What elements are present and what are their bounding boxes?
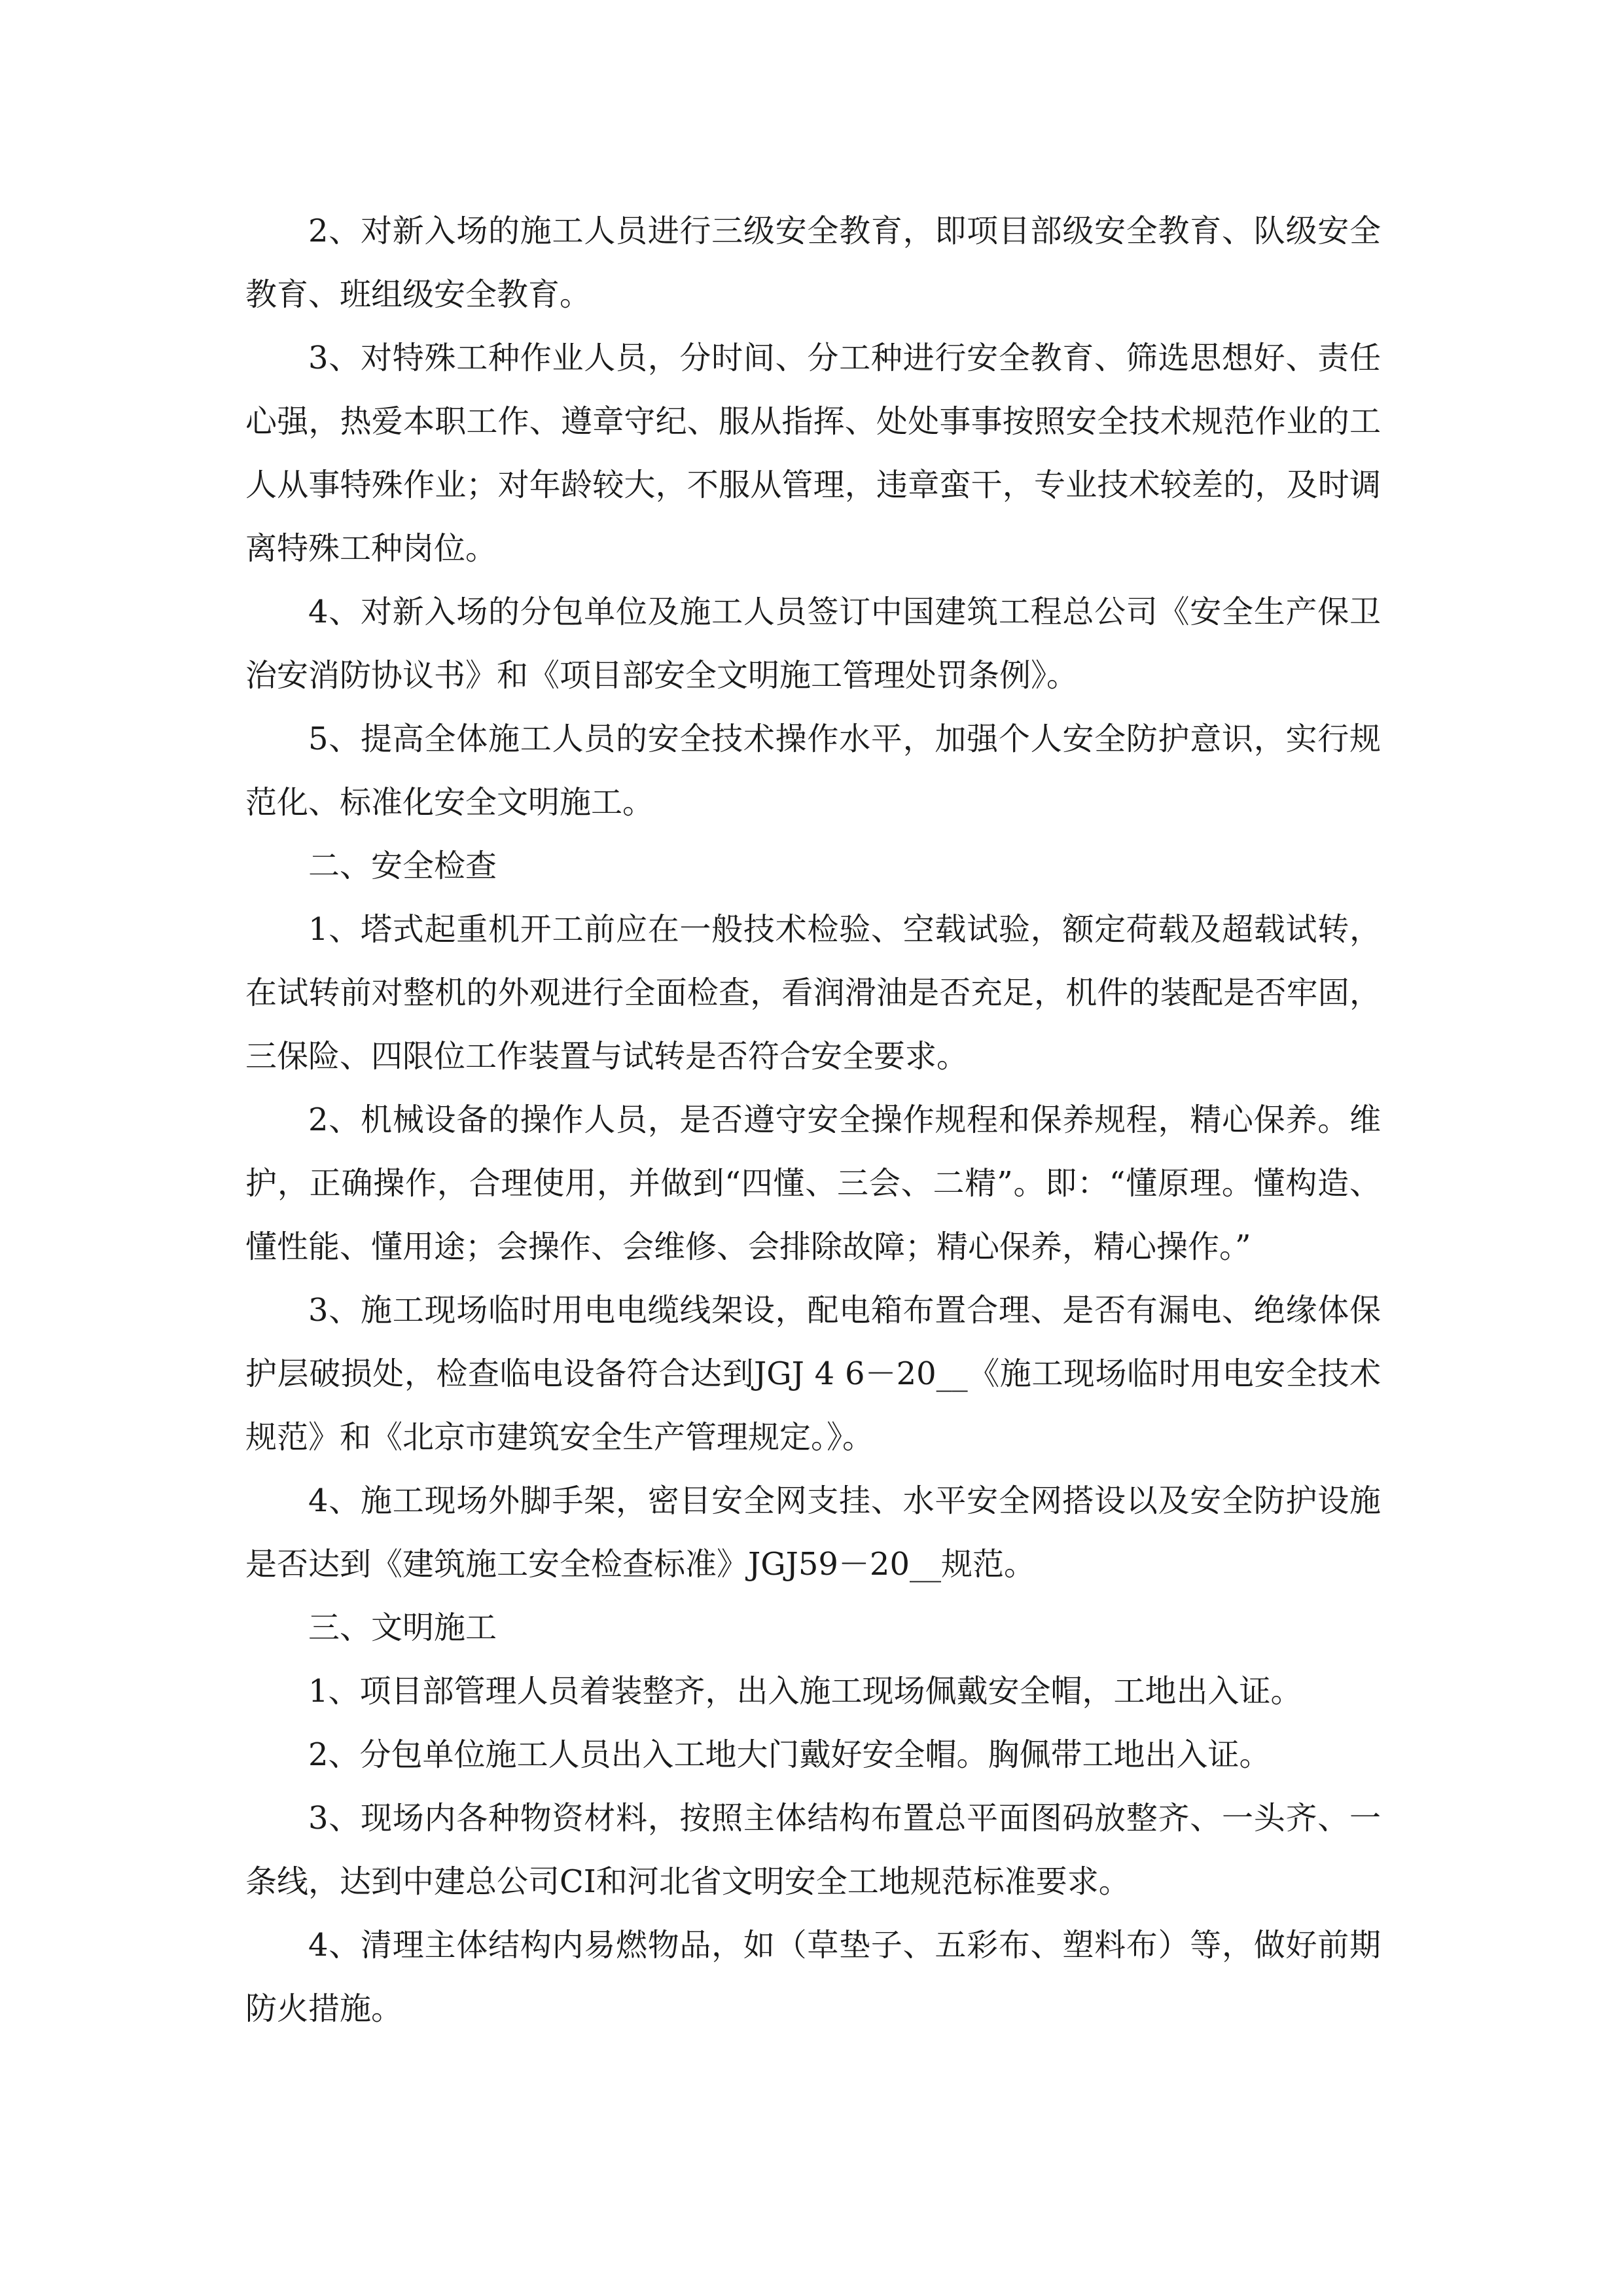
paragraph-material-stacking: 3、现场内各种物资材料，按照主体结构布置总平面图码放整齐、一头齐、一条线，达到中建总公司CI和河北省文明安全工地规范标准要求。 [245, 1800, 1381, 1900]
paragraph-special-trades: 3、对特殊工种作业人员，分时间、分工种进行安全教育、筛选思想好、责任心强，热爱本职工作、遵章守纪、服从指挥、处处事事按照安全技术规范作业的工人从事特殊作业；对年龄较大，不服从管理，违章蛮干，专业技术较差的，及时调离特殊工种岗位。 [245, 340, 1381, 567]
section-heading-civilized-construction: 三、文明施工 [308, 1609, 497, 1646]
paragraph-safety-education-levels: 2、对新入场的施工人员进行三级安全教育，即项目部级安全教育、队级安全教育、班组级安全教育。 [245, 213, 1381, 313]
paragraph-fire-prevention: 4、清理主体结构内易燃物品，如（草垫子、五彩布、塑料布）等，做好前期防火措施。 [245, 1927, 1381, 2027]
section-heading-safety-inspection: 二、安全检查 [308, 848, 497, 884]
paragraph-management-attire: 1、项目部管理人员着装整齐，出入施工现场佩戴安全帽，工地出入证。 [308, 1673, 1302, 1710]
paragraph-operation-level: 5、提高全体施工人员的安全技术操作水平，加强个人安全防护意识，实行规范化、标准化安全文明施工。 [245, 721, 1381, 821]
paragraph-temporary-electricity: 3、施工现场临时用电电缆线架设，配电箱布置合理、是否有漏电、绝缘体保护层破损处，检查临电设备符合达到JGJ 4 6－20__《施工现场临时用电安全技术规范》和《北京市建筑安全生产管理规定。》。 [245, 1292, 1381, 1456]
paragraph-scaffolding: 4、施工现场外脚手架，密目安全网支挂、水平安全网搭设以及安全防护设施是否达到《建筑施工安全检查标准》JGJ59－20__规范。 [245, 1482, 1381, 1583]
document-page [245, 200, 1381, 2041]
paragraph-tower-crane: 1、塔式起重机开工前应在一般技术检验、空载试验，额定荷载及超载试转，在试转前对整机的外观进行全面检查，看润滑油是否充足，机件的装配是否牢固，三保险、四限位工作装置与试转是否符合安全要求。 [245, 911, 1381, 1075]
paragraph-subcontractor-agreement: 4、对新入场的分包单位及施工人员签订中国建筑工程总公司《安全生产保卫治安消防协议书》和《项目部安全文明施工管理处罚条例》。 [245, 594, 1381, 694]
paragraph-subcontractor-helmets: 2、分包单位施工人员出入工地大门戴好安全帽。胸佩带工地出入证。 [308, 1736, 1271, 1773]
paragraph-machine-operators: 2、机械设备的操作人员，是否遵守安全操作规程和保养规程，精心保养。维护，正确操作，合理使用，并做到“四懂、三会、二精”。即：“懂原理。懂构造、懂性能、懂用途；会操作、会维修、会排除故障；精心保养，精心操作。” [245, 1102, 1381, 1265]
